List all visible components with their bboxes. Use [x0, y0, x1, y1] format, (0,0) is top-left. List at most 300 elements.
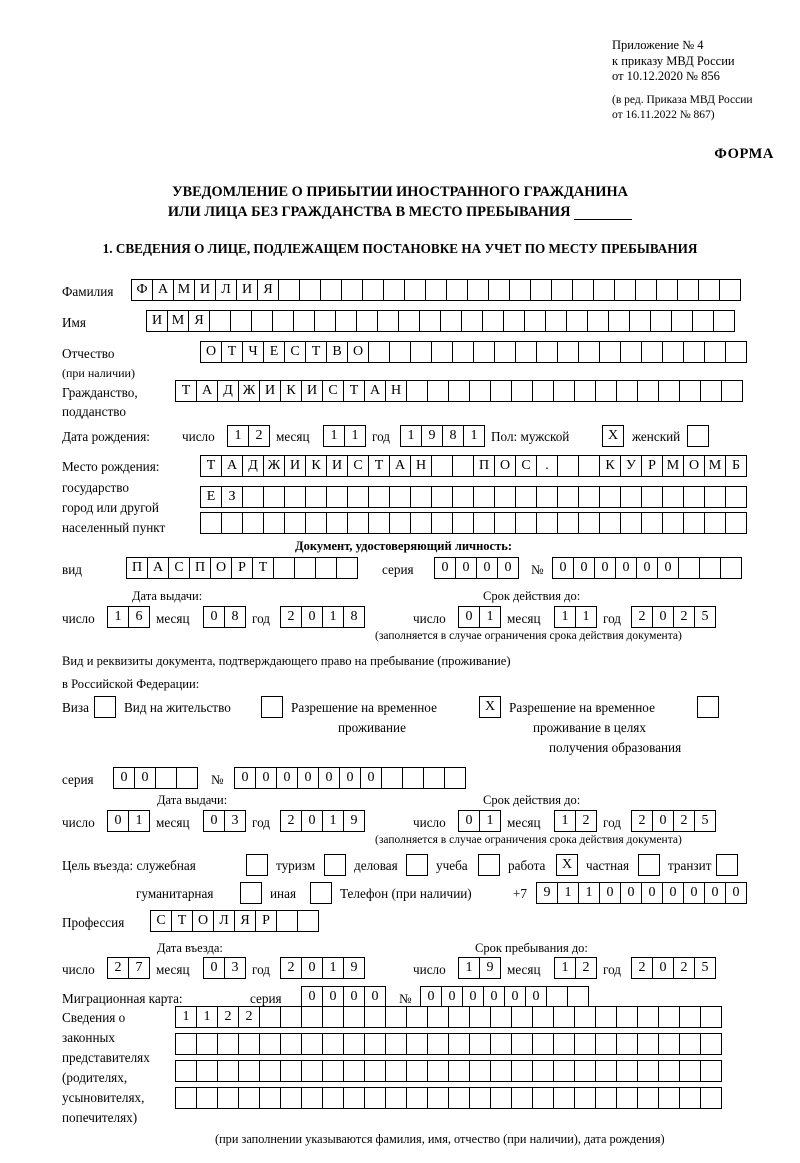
- form-cell[interactable]: 1: [554, 606, 576, 628]
- form-cell[interactable]: [546, 986, 568, 1008]
- form-cell[interactable]: 0: [434, 557, 456, 579]
- form-cell[interactable]: [263, 512, 285, 534]
- form-cell[interactable]: В: [326, 341, 348, 363]
- form-cell[interactable]: 9: [343, 957, 365, 979]
- form-cell[interactable]: Д: [217, 380, 239, 402]
- form-cell[interactable]: [404, 279, 426, 301]
- form-cell[interactable]: [679, 1033, 701, 1055]
- form-cell[interactable]: Т: [221, 341, 243, 363]
- form-cell[interactable]: С: [284, 341, 306, 363]
- form-cell[interactable]: [452, 512, 474, 534]
- temp-residence-checkbox[interactable]: X: [479, 696, 501, 718]
- form-cell[interactable]: [700, 1006, 722, 1028]
- form-cell[interactable]: 0: [704, 882, 726, 904]
- form-cell[interactable]: [574, 1033, 596, 1055]
- form-cell[interactable]: [467, 279, 489, 301]
- form-cell[interactable]: [635, 279, 657, 301]
- form-cell[interactable]: [595, 1087, 617, 1109]
- form-cell[interactable]: [511, 1087, 533, 1109]
- form-cell[interactable]: [347, 512, 369, 534]
- form-cell[interactable]: [293, 310, 315, 332]
- form-cell[interactable]: [679, 1087, 701, 1109]
- form-cell[interactable]: [704, 486, 726, 508]
- form-cell[interactable]: [587, 310, 609, 332]
- form-cell[interactable]: Ф: [131, 279, 153, 301]
- form-cell[interactable]: [595, 1006, 617, 1028]
- form-cell[interactable]: [616, 380, 638, 402]
- birth-day-input[interactable]: [227, 425, 269, 447]
- form-cell[interactable]: 2: [280, 810, 302, 832]
- form-cell[interactable]: [276, 910, 298, 932]
- form-cell[interactable]: [557, 486, 579, 508]
- form-cell[interactable]: 2: [673, 606, 695, 628]
- form-cell[interactable]: [494, 341, 516, 363]
- form-cell[interactable]: [356, 310, 378, 332]
- form-cell[interactable]: [679, 1006, 701, 1028]
- form-cell[interactable]: 0: [594, 557, 616, 579]
- form-cell[interactable]: [221, 512, 243, 534]
- form-cell[interactable]: [637, 1060, 659, 1082]
- form-cell[interactable]: С: [150, 910, 172, 932]
- form-cell[interactable]: [595, 1060, 617, 1082]
- form-cell[interactable]: 1: [344, 425, 366, 447]
- form-cell[interactable]: 0: [552, 557, 574, 579]
- citizenship-input[interactable]: [175, 380, 742, 402]
- form-cell[interactable]: [700, 1033, 722, 1055]
- form-cell[interactable]: [650, 310, 672, 332]
- form-cell[interactable]: [259, 1006, 281, 1028]
- form-cell[interactable]: [616, 1033, 638, 1055]
- form-cell[interactable]: [446, 279, 468, 301]
- form-cell[interactable]: 5: [694, 957, 716, 979]
- form-cell[interactable]: [699, 557, 721, 579]
- form-cell[interactable]: [616, 1087, 638, 1109]
- form-cell[interactable]: 1: [554, 957, 576, 979]
- patronymic-input[interactable]: [200, 341, 746, 363]
- form-cell[interactable]: [301, 1033, 323, 1055]
- form-cell[interactable]: [280, 1087, 302, 1109]
- form-cell[interactable]: [572, 279, 594, 301]
- form-cell[interactable]: [599, 512, 621, 534]
- form-cell[interactable]: [230, 310, 252, 332]
- doc-issue-year-input[interactable]: [280, 606, 364, 628]
- form-cell[interactable]: [406, 1033, 428, 1055]
- form-cell[interactable]: [217, 1060, 239, 1082]
- form-cell[interactable]: [251, 310, 273, 332]
- form-cell[interactable]: 0: [462, 986, 484, 1008]
- form-cell[interactable]: А: [389, 455, 411, 477]
- form-cell[interactable]: З: [221, 486, 243, 508]
- form-cell[interactable]: Л: [215, 279, 237, 301]
- form-cell[interactable]: [683, 512, 705, 534]
- form-cell[interactable]: [259, 1087, 281, 1109]
- form-cell[interactable]: [343, 1087, 365, 1109]
- birth-place-row-1[interactable]: [200, 455, 746, 477]
- form-cell[interactable]: 2: [575, 957, 597, 979]
- form-cell[interactable]: [629, 310, 651, 332]
- form-cell[interactable]: [713, 310, 735, 332]
- form-cell[interactable]: 0: [652, 606, 674, 628]
- form-cell[interactable]: [658, 380, 680, 402]
- form-cell[interactable]: 0: [203, 606, 225, 628]
- form-cell[interactable]: [620, 512, 642, 534]
- form-cell[interactable]: [385, 1006, 407, 1028]
- form-cell[interactable]: [725, 486, 747, 508]
- form-cell[interactable]: Я: [257, 279, 279, 301]
- form-cell[interactable]: [616, 1060, 638, 1082]
- form-cell[interactable]: [425, 279, 447, 301]
- form-cell[interactable]: О: [210, 557, 232, 579]
- form-cell[interactable]: [242, 512, 264, 534]
- form-cell[interactable]: Б: [725, 455, 747, 477]
- form-cell[interactable]: [448, 1033, 470, 1055]
- form-cell[interactable]: И: [146, 310, 168, 332]
- form-cell[interactable]: 0: [441, 986, 463, 1008]
- form-cell[interactable]: 0: [113, 767, 135, 789]
- form-cell[interactable]: [553, 1060, 575, 1082]
- form-cell[interactable]: О: [683, 455, 705, 477]
- form-cell[interactable]: И: [194, 279, 216, 301]
- form-cell[interactable]: С: [168, 557, 190, 579]
- visa-checkbox[interactable]: [94, 696, 116, 718]
- form-cell[interactable]: 2: [280, 606, 302, 628]
- form-cell[interactable]: [658, 1006, 680, 1028]
- purpose-work-checkbox[interactable]: X: [556, 854, 578, 876]
- form-cell[interactable]: [381, 767, 403, 789]
- form-cell[interactable]: Т: [305, 341, 327, 363]
- form-cell[interactable]: [532, 1060, 554, 1082]
- entry-month-input[interactable]: [203, 957, 245, 979]
- form-cell[interactable]: [700, 380, 722, 402]
- form-cell[interactable]: [574, 1087, 596, 1109]
- form-cell[interactable]: 1: [196, 1006, 218, 1028]
- form-cell[interactable]: [515, 486, 537, 508]
- form-cell[interactable]: [299, 279, 321, 301]
- form-cell[interactable]: 3: [224, 810, 246, 832]
- form-cell[interactable]: [343, 1060, 365, 1082]
- form-cell[interactable]: [700, 1087, 722, 1109]
- form-cell[interactable]: [322, 1060, 344, 1082]
- form-cell[interactable]: И: [284, 455, 306, 477]
- form-cell[interactable]: [511, 1033, 533, 1055]
- form-cell[interactable]: О: [200, 341, 222, 363]
- form-cell[interactable]: 0: [301, 606, 323, 628]
- form-cell[interactable]: [677, 279, 699, 301]
- form-cell[interactable]: М: [167, 310, 189, 332]
- form-cell[interactable]: А: [364, 380, 386, 402]
- profession-input[interactable]: [150, 910, 318, 932]
- form-cell[interactable]: [725, 512, 747, 534]
- form-cell[interactable]: [608, 310, 630, 332]
- form-cell[interactable]: [490, 380, 512, 402]
- form-cell[interactable]: Н: [385, 380, 407, 402]
- form-cell[interactable]: 1: [578, 882, 600, 904]
- form-cell[interactable]: [566, 310, 588, 332]
- form-cell[interactable]: 1: [575, 606, 597, 628]
- form-cell[interactable]: [389, 512, 411, 534]
- purpose-service-checkbox[interactable]: [246, 854, 268, 876]
- form-cell[interactable]: [444, 767, 466, 789]
- form-cell[interactable]: [377, 310, 399, 332]
- form-cell[interactable]: 9: [479, 957, 501, 979]
- form-cell[interactable]: Р: [255, 910, 277, 932]
- form-cell[interactable]: [511, 1006, 533, 1028]
- form-cell[interactable]: [440, 310, 462, 332]
- form-cell[interactable]: 0: [497, 557, 519, 579]
- form-cell[interactable]: [574, 380, 596, 402]
- form-cell[interactable]: [402, 767, 424, 789]
- form-cell[interactable]: 7: [128, 957, 150, 979]
- form-cell[interactable]: [217, 1087, 239, 1109]
- form-cell[interactable]: [593, 279, 615, 301]
- form-cell[interactable]: [364, 1087, 386, 1109]
- form-cell[interactable]: 2: [280, 957, 302, 979]
- form-cell[interactable]: [532, 380, 554, 402]
- form-cell[interactable]: 0: [476, 557, 498, 579]
- form-cell[interactable]: А: [152, 279, 174, 301]
- form-cell[interactable]: [448, 1060, 470, 1082]
- form-cell[interactable]: [389, 341, 411, 363]
- form-cell[interactable]: 1: [479, 810, 501, 832]
- form-cell[interactable]: 1: [463, 425, 485, 447]
- edu-residence-checkbox[interactable]: [697, 696, 719, 718]
- sex-female-checkbox[interactable]: [687, 425, 709, 447]
- form-cell[interactable]: 2: [575, 810, 597, 832]
- form-cell[interactable]: [347, 486, 369, 508]
- purpose-tourism-checkbox[interactable]: [324, 854, 346, 876]
- form-cell[interactable]: Т: [343, 380, 365, 402]
- doc-valid-day-input[interactable]: [458, 606, 500, 628]
- form-cell[interactable]: [658, 1087, 680, 1109]
- form-cell[interactable]: 0: [360, 767, 382, 789]
- form-cell[interactable]: [490, 1087, 512, 1109]
- form-cell[interactable]: [595, 380, 617, 402]
- form-cell[interactable]: [278, 279, 300, 301]
- purpose-transit-checkbox[interactable]: [716, 854, 738, 876]
- form-cell[interactable]: [578, 341, 600, 363]
- form-cell[interactable]: [280, 1033, 302, 1055]
- form-cell[interactable]: 0: [615, 557, 637, 579]
- form-cell[interactable]: Т: [175, 380, 197, 402]
- form-cell[interactable]: 0: [301, 957, 323, 979]
- form-cell[interactable]: 0: [652, 957, 674, 979]
- form-cell[interactable]: 0: [725, 882, 747, 904]
- form-cell[interactable]: [175, 1087, 197, 1109]
- form-cell[interactable]: 0: [134, 767, 156, 789]
- form-cell[interactable]: 0: [455, 557, 477, 579]
- form-cell[interactable]: [482, 310, 504, 332]
- form-cell[interactable]: [305, 486, 327, 508]
- form-cell[interactable]: [553, 380, 575, 402]
- form-cell[interactable]: 1: [322, 606, 344, 628]
- form-cell[interactable]: [196, 1033, 218, 1055]
- form-cell[interactable]: [410, 512, 432, 534]
- form-cell[interactable]: 2: [631, 957, 653, 979]
- form-cell[interactable]: [641, 512, 663, 534]
- form-cell[interactable]: [398, 310, 420, 332]
- form-cell[interactable]: [469, 1033, 491, 1055]
- form-cell[interactable]: [448, 1087, 470, 1109]
- form-cell[interactable]: [427, 1060, 449, 1082]
- form-cell[interactable]: 0: [652, 810, 674, 832]
- form-cell[interactable]: [637, 380, 659, 402]
- form-cell[interactable]: [238, 1087, 260, 1109]
- form-cell[interactable]: [536, 341, 558, 363]
- form-cell[interactable]: [494, 486, 516, 508]
- form-cell[interactable]: [532, 1006, 554, 1028]
- form-cell[interactable]: 0: [657, 557, 679, 579]
- doc-issue-day-input[interactable]: [107, 606, 149, 628]
- form-cell[interactable]: [322, 1033, 344, 1055]
- form-cell[interactable]: 2: [673, 957, 695, 979]
- form-cell[interactable]: [368, 341, 390, 363]
- form-cell[interactable]: [662, 341, 684, 363]
- form-cell[interactable]: [196, 1060, 218, 1082]
- form-cell[interactable]: [725, 341, 747, 363]
- form-cell[interactable]: [284, 512, 306, 534]
- form-cell[interactable]: [656, 279, 678, 301]
- form-cell[interactable]: О: [192, 910, 214, 932]
- form-cell[interactable]: [341, 279, 363, 301]
- form-cell[interactable]: [259, 1060, 281, 1082]
- form-cell[interactable]: П: [473, 455, 495, 477]
- stay-issue-month-input[interactable]: [203, 810, 245, 832]
- form-cell[interactable]: [273, 557, 295, 579]
- form-cell[interactable]: [431, 486, 453, 508]
- form-cell[interactable]: [326, 486, 348, 508]
- form-cell[interactable]: 5: [694, 810, 716, 832]
- birth-month-input[interactable]: [323, 425, 365, 447]
- form-cell[interactable]: [427, 1006, 449, 1028]
- stay-valid-month-input[interactable]: [554, 810, 596, 832]
- sex-male-checkbox[interactable]: X: [602, 425, 624, 447]
- form-cell[interactable]: Ч: [242, 341, 264, 363]
- form-cell[interactable]: 0: [599, 882, 621, 904]
- form-cell[interactable]: [469, 1087, 491, 1109]
- birth-year-input[interactable]: [400, 425, 484, 447]
- entry-day-input[interactable]: [107, 957, 149, 979]
- form-cell[interactable]: [532, 1087, 554, 1109]
- form-cell[interactable]: [364, 1033, 386, 1055]
- form-cell[interactable]: [343, 1006, 365, 1028]
- form-cell[interactable]: [427, 380, 449, 402]
- form-cell[interactable]: [301, 1087, 323, 1109]
- form-cell[interactable]: 0: [297, 767, 319, 789]
- form-cell[interactable]: [320, 279, 342, 301]
- stay-issue-year-input[interactable]: [280, 810, 364, 832]
- form-cell[interactable]: 0: [458, 606, 480, 628]
- form-cell[interactable]: [410, 341, 432, 363]
- form-cell[interactable]: [494, 512, 516, 534]
- form-cell[interactable]: [719, 279, 741, 301]
- form-cell[interactable]: [259, 1033, 281, 1055]
- stay-until-month-input[interactable]: [554, 957, 596, 979]
- form-cell[interactable]: [217, 1033, 239, 1055]
- form-cell[interactable]: [196, 1087, 218, 1109]
- form-cell[interactable]: 1: [227, 425, 249, 447]
- form-cell[interactable]: Я: [188, 310, 210, 332]
- form-cell[interactable]: [698, 279, 720, 301]
- form-cell[interactable]: Е: [263, 341, 285, 363]
- form-cell[interactable]: [431, 455, 453, 477]
- residence-checkbox[interactable]: [261, 696, 283, 718]
- form-cell[interactable]: [515, 512, 537, 534]
- form-cell[interactable]: [431, 341, 453, 363]
- form-cell[interactable]: [662, 512, 684, 534]
- form-cell[interactable]: [431, 512, 453, 534]
- form-cell[interactable]: 0: [683, 882, 705, 904]
- form-cell[interactable]: [242, 486, 264, 508]
- form-cell[interactable]: 9: [343, 810, 365, 832]
- form-cell[interactable]: [473, 341, 495, 363]
- form-cell[interactable]: Е: [200, 486, 222, 508]
- form-cell[interactable]: [641, 486, 663, 508]
- form-cell[interactable]: [364, 1060, 386, 1082]
- form-cell[interactable]: [679, 380, 701, 402]
- form-cell[interactable]: А: [221, 455, 243, 477]
- form-cell[interactable]: [314, 310, 336, 332]
- stay-valid-day-input[interactable]: [458, 810, 500, 832]
- form-cell[interactable]: 0: [483, 986, 505, 1008]
- form-cell[interactable]: [567, 986, 589, 1008]
- form-cell[interactable]: 6: [128, 606, 150, 628]
- form-cell[interactable]: 0: [318, 767, 340, 789]
- entry-year-input[interactable]: [280, 957, 364, 979]
- surname-input[interactable]: [131, 279, 740, 301]
- form-cell[interactable]: 8: [343, 606, 365, 628]
- form-cell[interactable]: [599, 486, 621, 508]
- form-cell[interactable]: К: [305, 455, 327, 477]
- form-cell[interactable]: [294, 557, 316, 579]
- form-cell[interactable]: [578, 512, 600, 534]
- form-cell[interactable]: 8: [442, 425, 464, 447]
- form-cell[interactable]: [662, 486, 684, 508]
- form-cell[interactable]: [385, 1060, 407, 1082]
- form-cell[interactable]: [385, 1033, 407, 1055]
- form-cell[interactable]: Т: [200, 455, 222, 477]
- purpose-study-checkbox[interactable]: [478, 854, 500, 876]
- form-cell[interactable]: 2: [631, 810, 653, 832]
- form-cell[interactable]: 1: [458, 957, 480, 979]
- form-cell[interactable]: [509, 279, 531, 301]
- form-cell[interactable]: 0: [203, 810, 225, 832]
- form-cell[interactable]: Н: [410, 455, 432, 477]
- form-cell[interactable]: 1: [400, 425, 422, 447]
- form-cell[interactable]: О: [347, 341, 369, 363]
- form-cell[interactable]: [574, 1006, 596, 1028]
- form-cell[interactable]: [536, 512, 558, 534]
- form-cell[interactable]: У: [620, 455, 642, 477]
- form-cell[interactable]: [616, 1006, 638, 1028]
- form-cell[interactable]: 3: [224, 957, 246, 979]
- form-cell[interactable]: [452, 341, 474, 363]
- form-cell[interactable]: Ж: [238, 380, 260, 402]
- form-cell[interactable]: 0: [525, 986, 547, 1008]
- form-cell[interactable]: [553, 1087, 575, 1109]
- form-cell[interactable]: [488, 279, 510, 301]
- form-cell[interactable]: 0: [322, 986, 344, 1008]
- form-cell[interactable]: [427, 1087, 449, 1109]
- form-cell[interactable]: 2: [631, 606, 653, 628]
- form-cell[interactable]: 1: [128, 810, 150, 832]
- form-cell[interactable]: М: [704, 455, 726, 477]
- stay-until-day-input[interactable]: [458, 957, 500, 979]
- form-cell[interactable]: [176, 767, 198, 789]
- form-cell[interactable]: [620, 486, 642, 508]
- form-cell[interactable]: [423, 767, 445, 789]
- form-cell[interactable]: [620, 341, 642, 363]
- form-cell[interactable]: П: [189, 557, 211, 579]
